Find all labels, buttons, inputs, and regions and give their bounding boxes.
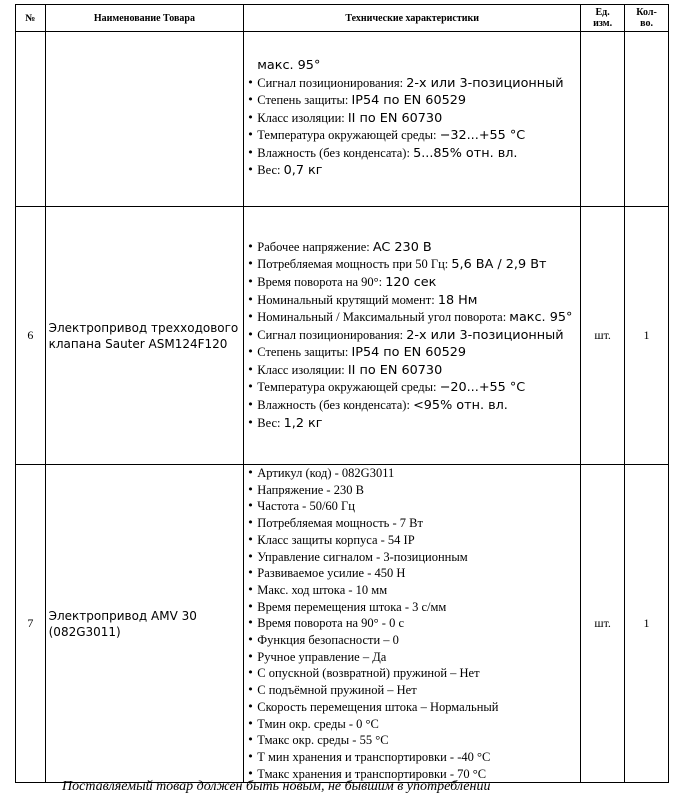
spec-item: • Время поворота на 90° - 0 с xyxy=(247,615,577,632)
spec-item xyxy=(247,274,577,292)
row-number-cell xyxy=(16,32,46,207)
quantity: 1 xyxy=(625,207,669,465)
spec-item xyxy=(247,327,577,345)
spec-item: • Класс защиты корпуса - 54 IP xyxy=(247,532,577,549)
spec-item xyxy=(247,379,577,397)
spec-label: Номинальный / Максимальный угол поворота: xyxy=(257,310,510,325)
spec-item: • Скорость перемещения штока – Нормальный xyxy=(247,699,577,716)
unit-of-measure: шт. xyxy=(581,207,625,465)
spec-item: • Артикул (код) - 082G3011 xyxy=(247,465,577,482)
spec-label: Вес: xyxy=(257,415,284,430)
spec-item: • Время перемещения штока - 3 с/мм xyxy=(247,599,577,616)
spec-item: • Тмакс хранения и транспортировки - 70 °С xyxy=(247,766,577,783)
spec-value: 5,6 ВА / 2,9 Вт xyxy=(451,257,547,273)
spec-value: −20...+55 °C xyxy=(439,380,526,396)
spec-value: IP54 по EN 60529 xyxy=(351,345,467,361)
specification-table xyxy=(15,4,669,783)
spec-item: • С подъёмной пружиной – Нет xyxy=(247,682,577,699)
spec-cell xyxy=(244,207,581,465)
header-number: № xyxy=(16,5,46,32)
spec-item xyxy=(247,75,577,93)
spec-value: −32...+55 °C xyxy=(439,128,526,144)
spec-item xyxy=(247,309,577,327)
spec-item xyxy=(247,362,577,380)
unit-cell xyxy=(581,32,625,207)
spec-item xyxy=(247,127,577,145)
spec-value: <95% отн. вл. xyxy=(413,398,508,414)
header-qty-line1: Кол- xyxy=(636,7,657,18)
spec-label: Класс изоляции: xyxy=(257,110,348,125)
spec-value: макс. 95° xyxy=(509,310,573,326)
spec-item xyxy=(247,344,577,362)
spec-list xyxy=(247,239,577,433)
spec-label: Влажность (без конденсата): xyxy=(257,398,414,413)
table-header-row xyxy=(16,5,669,32)
spec-item xyxy=(247,110,577,128)
spec-label: Температура окружающей среды: xyxy=(257,128,440,143)
quantity: 1 xyxy=(625,465,669,783)
spec-item: • Частота - 50/60 Гц xyxy=(247,498,577,515)
spec-label: Влажность (без конденсата): xyxy=(257,145,414,160)
header-product-name: Наименование Товара xyxy=(45,5,244,32)
spec-item: • Развиваемое усилие - 450 Н xyxy=(247,565,577,582)
spec-label: Сигнал позиционирования: xyxy=(257,327,407,342)
spec-list xyxy=(247,75,577,181)
spec-label: Степень защиты: xyxy=(257,345,352,360)
spec-value: 120 сек xyxy=(385,274,437,290)
spec-label: Температура окружающей среды: xyxy=(257,380,440,395)
unit-of-measure: шт. xyxy=(581,465,625,783)
spec-cell xyxy=(244,32,581,207)
spec-value: 2-х или 3-позиционный xyxy=(406,327,564,343)
spec-list xyxy=(247,465,577,782)
spec-value: 0,7 кг xyxy=(283,163,323,179)
footer-paragraph-fragment: Поставляемый товар должен быть новым, не бывшим в употреблении xyxy=(62,779,491,794)
spec-item: • Тмакс окр. среды - 55 °С xyxy=(247,732,577,749)
row-number: 6 xyxy=(16,207,46,465)
spec-item xyxy=(247,145,577,163)
spec-label: Степень защиты: xyxy=(257,93,352,108)
header-quantity xyxy=(625,5,669,32)
spec-item xyxy=(247,292,577,310)
spec-item xyxy=(247,397,577,415)
header-unit-line1: Ед. xyxy=(595,7,610,18)
spec-value: 1,2 кг xyxy=(283,415,323,431)
spec-label: Рабочее напряжение: xyxy=(257,239,373,254)
spec-value: IP54 по EN 60529 xyxy=(351,93,467,109)
header-unit-line2: изм. xyxy=(593,18,613,29)
table-row xyxy=(16,465,669,783)
product-name: Электропривод AMV 30 (082G3011) xyxy=(45,465,244,783)
spec-label: Сигнал позиционирования: xyxy=(257,75,407,90)
spec-continuation: макс. 95° xyxy=(257,57,321,73)
spec-value: II по EN 60730 xyxy=(347,110,443,126)
spec-value: II по EN 60730 xyxy=(347,362,443,378)
spec-label: Потребляемая мощность при 50 Гц: xyxy=(257,257,452,272)
quantity-cell xyxy=(625,32,669,207)
row-number: 7 xyxy=(16,465,46,783)
spec-item xyxy=(247,415,577,433)
product-name-cell xyxy=(45,32,244,207)
spec-item: • Напряжение - 230 В xyxy=(247,482,577,499)
spec-item: • Потребляемая мощность - 7 Вт xyxy=(247,515,577,532)
spec-item: • Макс. ход штока - 10 мм xyxy=(247,582,577,599)
table-row xyxy=(16,207,669,465)
spec-value: 5...85% отн. вл. xyxy=(413,145,518,161)
table-row-previous xyxy=(16,32,669,207)
spec-item: • С опускной (возвратной) пружиной – Нет xyxy=(247,665,577,682)
product-name: Электропривод трехходового клапана Sauter ASM124F120 xyxy=(45,207,244,465)
spec-cell xyxy=(244,465,581,783)
spec-item: • Тмин окр. среды - 0 °С xyxy=(247,716,577,733)
header-specifications: Технические характеристики xyxy=(244,5,581,32)
spec-item xyxy=(247,92,577,110)
spec-label: Вес: xyxy=(257,163,284,178)
spec-label: Время поворота на 90°: xyxy=(257,274,386,289)
spec-item: • Функция безопасности – 0 xyxy=(247,632,577,649)
spec-item: • Ручное управление – Да xyxy=(247,649,577,666)
header-qty-line2: во. xyxy=(640,18,653,29)
spec-value: AC 230 В xyxy=(372,239,432,255)
header-unit xyxy=(581,5,625,32)
spec-item: • Управление сигналом - 3-позиционным xyxy=(247,549,577,566)
spec-label: Класс изоляции: xyxy=(257,362,348,377)
spec-value: 2-х или 3-позиционный xyxy=(406,75,564,91)
spec-value: 18 Нм xyxy=(437,292,478,308)
spec-item: • Т мин хранения и транспортировки - -40 °С xyxy=(247,749,577,766)
spec-item xyxy=(247,162,577,180)
spec-item xyxy=(247,256,577,274)
spec-item xyxy=(247,239,577,257)
spec-label: Номинальный крутящий момент: xyxy=(257,292,438,307)
